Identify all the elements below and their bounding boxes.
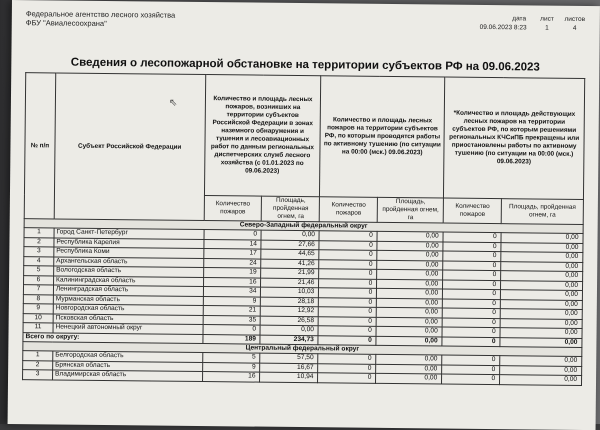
subject-name: Калининградская область: [53, 275, 203, 286]
suspended-count: 0: [442, 327, 500, 337]
active-area: 0,00: [376, 317, 442, 327]
col-group2-header: Количество и площадь лесных пожаров на территории субъектов РФ, по которым проводятся работы по активному тушению (по ситуации на 00:00 (мск.) 09.06.2023): [320, 76, 445, 198]
fires-count: 34: [203, 287, 261, 297]
total-c1: 189: [202, 334, 260, 344]
col-count-1: Количество пожаров: [204, 196, 262, 222]
active-count: 0: [319, 259, 377, 269]
suspended-count: 0: [442, 308, 500, 318]
subject-name: Республика Карелия: [54, 237, 204, 248]
fires-area: 0,00: [260, 325, 318, 335]
fires-area: 10,94: [260, 372, 318, 382]
subject-name: Город Санкт-Петербург: [54, 228, 204, 239]
row-number: 3: [24, 247, 54, 257]
active-area: 0,00: [376, 326, 442, 336]
subject-name: Белгородская область: [53, 351, 203, 362]
mouse-cursor-icon: ⇖: [168, 97, 178, 109]
subject-name: Ленинградская область: [53, 285, 203, 296]
active-count: 0: [319, 297, 377, 307]
suspended-area: 0,00: [500, 328, 582, 338]
fires-area: 44,65: [261, 249, 319, 259]
active-count: 0: [319, 250, 377, 260]
organization-header: [26, 9, 176, 29]
fires-count: 9: [203, 296, 261, 306]
suspended-count: 0: [443, 270, 501, 280]
suspended-count: 0: [442, 318, 500, 328]
active-count: 0: [318, 363, 376, 373]
fires-area: 0,00: [261, 230, 319, 240]
active-count: 0: [318, 354, 376, 364]
sheet-label: лист: [540, 15, 554, 23]
suspended-area: 0,00: [500, 365, 582, 375]
active-area: 0,00: [377, 231, 443, 241]
active-count: 0: [319, 278, 377, 288]
suspended-count: 0: [442, 365, 500, 375]
col-group1-header: Количество и площадь лесных пожаров, возникших на территории субъектов Российской Федерации в зонах наземного обнаружения и тушения и лесоавиационных работ по данным региональных диспетчерских служб лесного хозяйства (с 01.01.2023 по 09.06.2023): [204, 75, 321, 197]
fires-count: 21: [203, 306, 261, 316]
subject-name: Псковская область: [53, 313, 203, 324]
fires-count: 0: [204, 230, 262, 240]
date-sheet-header: [474, 14, 588, 33]
suspended-count: 0: [443, 232, 501, 242]
row-number: 2: [23, 360, 53, 370]
fires-area: 16,67: [260, 363, 318, 373]
row-number: 8: [23, 294, 53, 304]
suspended-count: 0: [443, 242, 501, 252]
subject-name: Ненецкий автономный округ: [53, 323, 203, 334]
row-number: 10: [23, 313, 53, 323]
region-name: Центральный федеральный округ: [23, 342, 582, 357]
subject-name: Новгородская область: [53, 304, 203, 315]
suspended-area: 0,00: [501, 242, 583, 252]
suspended-area: 0,00: [501, 280, 583, 290]
row-number: 3: [23, 370, 53, 380]
col-area-1: Площадь, пройденная огнем, га: [262, 196, 320, 222]
suspended-area: 0,00: [500, 375, 582, 385]
active-area: 0,00: [377, 279, 443, 289]
fire-situation-table: [22, 72, 585, 385]
suspended-area: 0,00: [501, 233, 583, 243]
col-area-3: Площадь, пройденная огнем, га: [501, 199, 583, 225]
fires-count: 9: [202, 362, 260, 372]
active-area: 0,00: [376, 364, 442, 374]
org-line-2: ФБУ "Авиалесоохрана": [25, 18, 107, 28]
col-count-2: Количество пожаров: [320, 197, 378, 223]
total-a2: 0,00: [376, 336, 442, 346]
date-value: 09.06.2023 8:23: [479, 23, 527, 32]
active-area: 0,00: [376, 373, 442, 383]
fires-area: 27,66: [261, 240, 319, 250]
active-area: 0,00: [377, 288, 443, 298]
active-area: 0,00: [377, 260, 443, 270]
org-line-1: Федеральное агентство лесного хозяйства: [25, 9, 176, 20]
active-area: 0,00: [377, 250, 443, 260]
active-area: 0,00: [377, 241, 443, 251]
fires-area: 26,58: [261, 316, 319, 326]
active-count: 0: [319, 240, 377, 250]
active-area: 0,00: [377, 269, 443, 279]
suspended-area: 0,00: [501, 271, 583, 281]
row-number: 4: [24, 256, 54, 266]
suspended-count: 0: [443, 280, 501, 290]
suspended-area: 0,00: [500, 299, 582, 309]
total-c2: 0: [318, 335, 376, 345]
subject-name: Вологодская область: [54, 266, 204, 277]
sheets-value: 4: [572, 24, 577, 32]
fires-count: 35: [203, 315, 261, 325]
active-count: 0: [318, 326, 376, 336]
fires-area: 41,26: [261, 259, 319, 269]
document-title: Сведения о лесопожарной обстановке на территории субъектов РФ на 09.06.2023: [70, 56, 540, 74]
subject-name: Республика Коми: [54, 247, 204, 258]
date-label: дата: [512, 15, 527, 23]
fires-count: 17: [203, 249, 261, 259]
row-number: 2: [24, 237, 54, 247]
active-count: 0: [319, 288, 377, 298]
sheet-value: 1: [545, 24, 549, 32]
active-area: 0,00: [377, 298, 443, 308]
subject-name: Архангельская область: [54, 256, 204, 267]
fires-area: 57,50: [260, 353, 318, 363]
total-c3: 0: [442, 337, 500, 347]
suspended-count: 0: [442, 374, 500, 384]
fires-count: 14: [203, 239, 261, 249]
total-a3: 0,00: [500, 337, 582, 347]
subject-name: Владимирская область: [52, 370, 202, 381]
col-area-2: Площадь, пройденная огнем, га: [378, 197, 444, 223]
fires-area: 21,46: [261, 278, 319, 288]
suspended-count: 0: [442, 355, 500, 365]
col-subject-header: Субъект Российской Федерации: [54, 73, 205, 221]
col-num-header: № п/п: [24, 73, 55, 219]
sheets-label: листов: [564, 15, 586, 24]
suspended-count: 0: [443, 251, 501, 261]
suspended-count: 0: [443, 289, 501, 299]
fires-count: 24: [203, 258, 261, 268]
fires-count: 16: [202, 372, 260, 382]
suspended-area: 0,00: [501, 252, 583, 262]
suspended-area: 0,00: [500, 309, 582, 319]
suspended-count: 0: [443, 261, 501, 271]
table-body: [23, 219, 584, 385]
row-number: 7: [23, 285, 53, 295]
region-name: Северо-Западный федеральный округ: [24, 219, 583, 234]
row-number: 5: [24, 266, 54, 276]
fires-count: 5: [202, 353, 260, 363]
active-count: 0: [319, 231, 377, 241]
row-number: 11: [23, 323, 53, 333]
fires-count: 19: [203, 268, 261, 278]
total-label: Всего по округу:: [23, 332, 203, 343]
active-area: 0,00: [377, 307, 443, 317]
subject-name: Брянская область: [53, 360, 203, 371]
suspended-area: 0,00: [501, 261, 583, 271]
suspended-count: 0: [443, 299, 501, 309]
fires-count: 0: [203, 325, 261, 335]
col-group3-header: *Количество и площадь действующих лесных пожаров на территории субъектов РФ, по которым решениями региональных КЧСиПБ прекращены или приостановлены работы по активному тушению (по ситуации на 00:00 (мск.) 09.06.2023): [444, 77, 585, 199]
col-count-3: Количество пожаров: [443, 198, 501, 224]
document-sheet: [8, 0, 600, 430]
fires-area: 12,92: [261, 306, 319, 316]
active-count: 0: [318, 316, 376, 326]
suspended-area: 0,00: [501, 290, 583, 300]
active-count: 0: [319, 269, 377, 279]
active-count: 0: [319, 307, 377, 317]
total-a1: 234,73: [260, 335, 318, 345]
fires-count: 16: [203, 277, 261, 287]
active-area: 0,00: [376, 354, 442, 364]
fires-area: 28,18: [261, 297, 319, 307]
fires-area: 21,99: [261, 268, 319, 278]
row-number: 6: [24, 275, 54, 285]
subject-name: Мурманская область: [53, 294, 203, 305]
row-number: 1: [23, 351, 53, 361]
fires-area: 10,03: [261, 287, 319, 297]
row-number: 9: [23, 304, 53, 314]
suspended-area: 0,00: [500, 356, 582, 366]
active-count: 0: [318, 373, 376, 383]
suspended-area: 0,00: [500, 318, 582, 328]
row-number: 1: [24, 228, 54, 238]
